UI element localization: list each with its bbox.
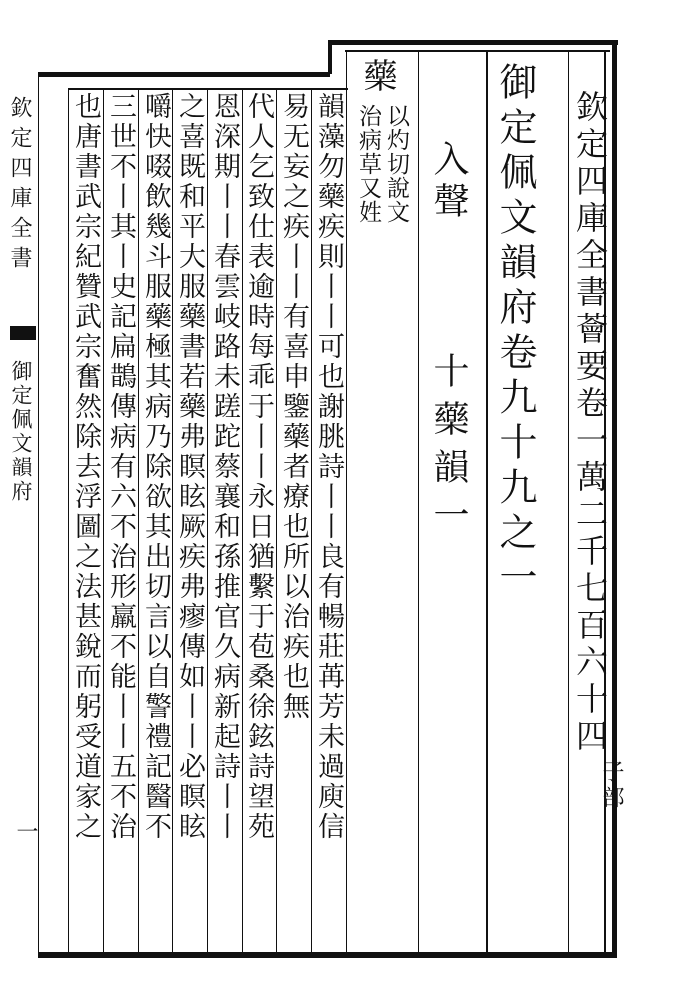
margin-divider: [38, 72, 39, 958]
fanqie-line-2: 治病草又姓: [355, 104, 381, 224]
body-column-3: 代人乞致仕表逾時每乖于丨丨永日猶繫于苞桑徐鉉詩望苑: [243, 92, 274, 842]
rhyme-label: 十藥韻一: [428, 352, 469, 544]
frame-inner-top: [68, 88, 348, 90]
body-column-4: 恩深期丨丨春雲岐路未蹉跎蔡襄和孫推官久病新起詩丨丨: [209, 92, 240, 842]
column-divider: [138, 88, 139, 952]
frame-top-step: [328, 42, 332, 74]
body-column-1: 韻藻勿藥疾則丨丨可也謝朓詩丨丨良有暢莊苒芳未過庾信: [313, 92, 344, 842]
frame-top-inner: [345, 50, 610, 52]
column-divider: [276, 88, 277, 952]
column-divider: [568, 52, 569, 952]
header-category: 子部: [599, 760, 624, 812]
frame-top: [328, 40, 618, 45]
frame-right: [612, 40, 617, 958]
body-column-2: 易无妄之疾丨丨有喜申鑒藥者療也所以治疾也無: [278, 92, 309, 722]
column-divider: [207, 88, 208, 952]
tone-label: 入聲: [428, 140, 469, 224]
column-divider: [311, 88, 312, 952]
column-divider: [418, 52, 419, 952]
frame-bottom: [38, 952, 617, 958]
body-column-7: 三世不丨其丨史記扁鵲傳病有六不治形羸不能丨丨五不治: [105, 92, 136, 842]
book-title: 御定佩文韻府卷九十九之一: [493, 62, 537, 602]
body-column-8: 也唐書武宗紀贊武宗奮然除去浮圖之法甚銳而躬受道家之: [70, 92, 101, 842]
column-divider: [346, 52, 347, 952]
header-title: 欽定四庫全書薈要卷一萬二千七百六十四: [571, 90, 609, 756]
frame-top-left: [38, 72, 330, 77]
body-column-5: 之喜既和平大服藥書若藥弗瞑眩厥疾弗瘳傳如丨丨必瞑眩: [174, 92, 205, 842]
column-divider: [486, 52, 488, 952]
margin-page-number: 一: [13, 820, 38, 842]
fish-tail-mark: [10, 326, 36, 340]
column-divider: [103, 88, 104, 952]
column-divider: [68, 88, 69, 952]
headword: 藥: [357, 58, 397, 92]
fanqie-line-1: 以灼切說文: [383, 104, 409, 224]
margin-header: 欽定四庫全書: [7, 96, 32, 276]
body-column-6: 嚼快啜飲幾斗服藥極其病乃除欲其出切言以自警禮記醫不: [140, 92, 171, 842]
column-divider: [172, 88, 173, 952]
margin-title: 御定佩文韻府: [9, 360, 33, 504]
